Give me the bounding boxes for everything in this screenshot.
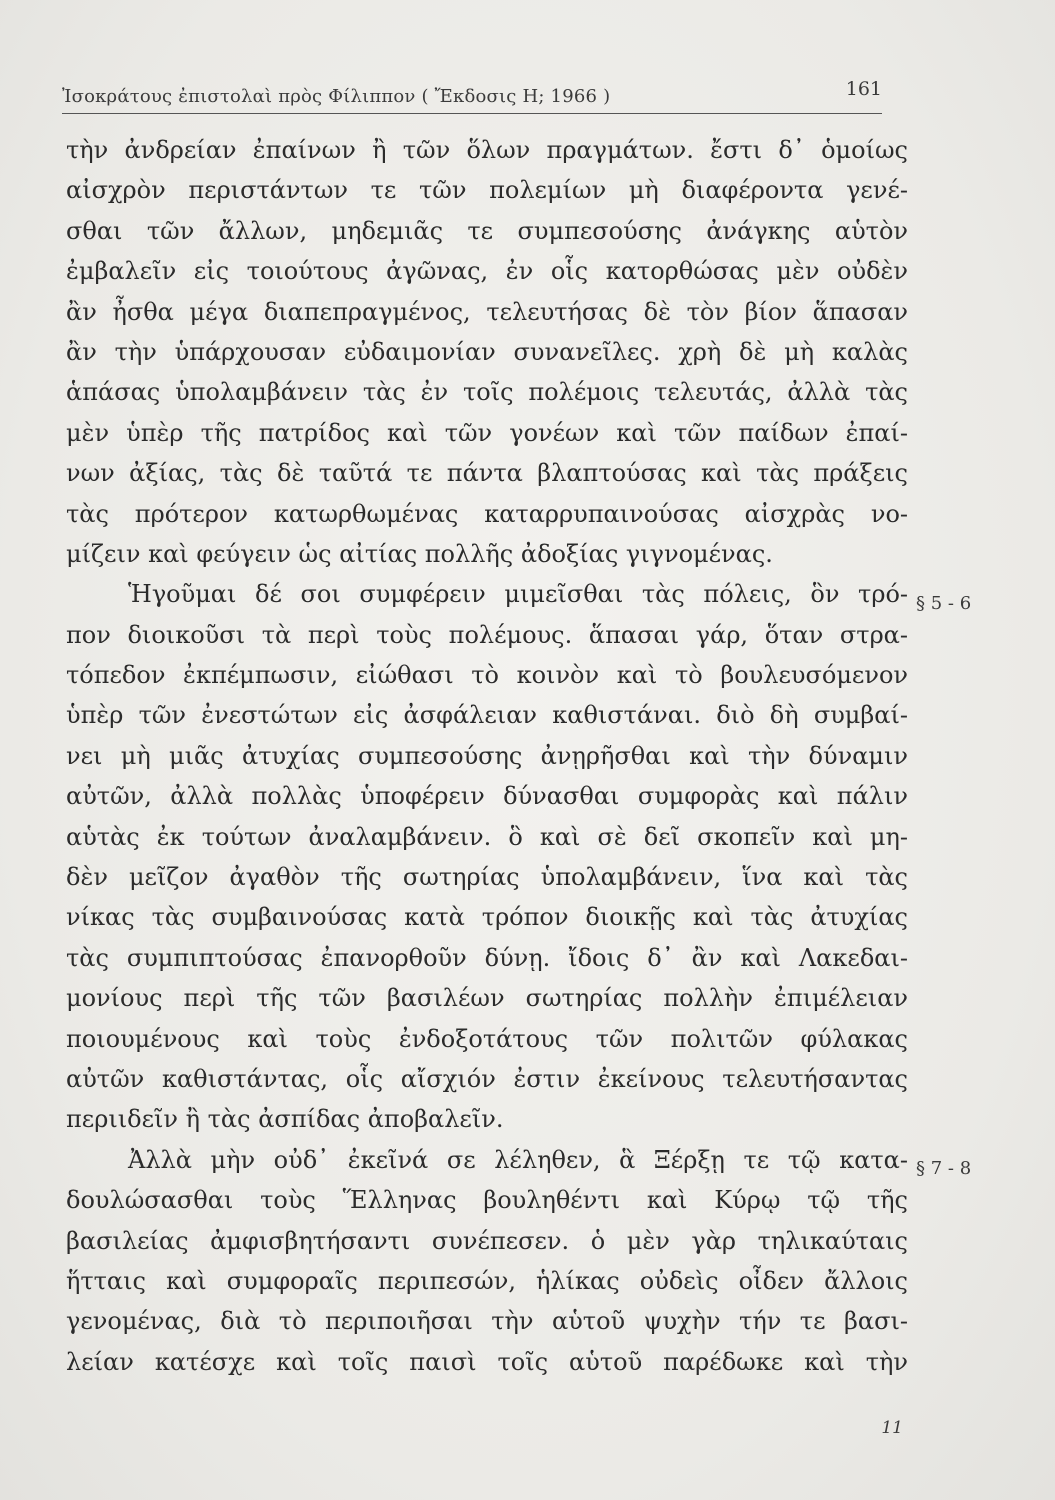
signature-mark: 11: [881, 1418, 903, 1438]
text-line: τόπεδον ἐκπέμπωσιν, εἰώθασι τὸ κοινὸν καὶ τὸ βουλευσόμενον: [66, 661, 908, 690]
text-line: τὰς συμπιπτούσας ἐπανορθοῦν δύνῃ. ἴδοις δ᾽ ἂν καὶ Λακεδαι-: [66, 943, 908, 972]
body-text: [66, 130, 908, 1382]
header-rule: [62, 113, 882, 114]
text-line: ὑπὲρ τῶν ἐνεστώτων εἰς ἀσφάλειαν καθιστάναι. διὸ δὴ συμβαί-: [66, 701, 908, 730]
text-line: μονίους περὶ τῆς τῶν βασιλέων σωτηρίας πολλὴν ἐπιμέλειαν: [66, 984, 908, 1013]
margin-section-note: § 7 - 8: [916, 1158, 972, 1179]
text-line: νων ἀξίας, τὰς δὲ ταῦτά τε πάντα βλαπτούσας καὶ τὰς πράξεις: [66, 459, 908, 488]
paragraph-start-line: Ἡγοῦμαι δέ σοι συμφέρειν μιμεῖσθαι τὰς πόλεις, ὃν τρό-: [128, 580, 908, 609]
text-line: αὑτὰς ἐκ τούτων ἀναλαμβάνειν. ὃ καὶ σὲ δεῖ σκοπεῖν καὶ μη-: [66, 822, 908, 851]
text-line: ἁπάσας ὑπολαμβάνειν τὰς ἐν τοῖς πολέμοις τελευτάς, ἀλλὰ τὰς: [66, 378, 908, 407]
text-line: δουλώσασθαι τοὺς Ἕλληνας βουληθέντι καὶ Κύρῳ τῷ τῆς: [66, 1186, 908, 1215]
running-header-title: Ἰσοκράτους ἐπιστολαὶ πρὸς Φίλιππον ( Ἔκδοσις Η; 1966 ): [62, 86, 611, 107]
paragraph-start-line: Ἀλλὰ μὴν οὐδ᾽ ἐκεῖνά σε λέληθεν, ἃ Ξέρξῃ τε τῷ κατα-: [128, 1145, 908, 1174]
text-line: λείαν κατέσχε καὶ τοῖς παισὶ τοῖς αὑτοῦ παρέδωκε καὶ τὴν: [66, 1347, 908, 1376]
text-line: μίζειν καὶ φεύγειν ὡς αἰτίας πολλῆς ἀδοξίας γιγνομένας.: [66, 539, 773, 568]
text-line: νει μὴ μιᾶς ἀτυχίας συμπεσούσης ἀνῃρῆσθαι καὶ τὴν δύναμιν: [66, 741, 908, 770]
text-line: πον διοικοῦσι τὰ περὶ τοὺς πολέμους. ἅπασαι γάρ, ὅταν στρα-: [66, 620, 908, 649]
text-line: μὲν ὑπὲρ τῆς πατρίδος καὶ τῶν γονέων καὶ τῶν παίδων ἐπαί-: [66, 418, 908, 447]
page-number: 161: [845, 78, 882, 100]
text-line: βασιλείας ἀμφισβητήσαντι συνέπεσεν. ὁ μὲν γὰρ τηλικαύταις: [66, 1226, 908, 1255]
text-line: ἂν τὴν ὑπάρχουσαν εὐδαιμονίαν συνανεῖλες. χρὴ δὲ μὴ καλὰς: [66, 337, 908, 366]
text-line: αὐτῶν καθιστάντας, οἷς αἴσχιόν ἐστιν ἐκείνους τελευτήσαντας: [66, 1064, 908, 1093]
text-line: δὲν μεῖζον ἀγαθὸν τῆς σωτηρίας ὑπολαμβάνειν, ἵνα καὶ τὰς: [66, 863, 908, 892]
text-line: νίκας τὰς συμβαινούσας κατὰ τρόπον διοικῇς καὶ τὰς ἀτυχίας: [66, 903, 908, 932]
text-line: γενομένας, διὰ τὸ περιποιῆσαι τὴν αὑτοῦ ψυχὴν τήν τε βασι-: [66, 1307, 908, 1336]
text-line: σθαι τῶν ἄλλων, μηδεμιᾶς τε συμπεσούσης ἀνάγκης αὑτὸν: [66, 216, 908, 245]
text-line: τὴν ἀνδρείαν ἐπαίνων ἢ τῶν ὅλων πραγμάτων. ἔστι δ᾽ ὁμοίως: [66, 136, 908, 164]
text-line: αἰσχρὸν περιστάντων τε τῶν πολεμίων μὴ διαφέροντα γενέ-: [66, 176, 908, 205]
text-line: ἐμβαλεῖν εἰς τοιούτους ἀγῶνας, ἐν οἷς κατορθώσας μὲν οὐδὲν: [66, 257, 908, 286]
margin-section-note: § 5 - 6: [916, 593, 972, 614]
text-line: περιιδεῖν ἢ τὰς ἀσπίδας ἀποβαλεῖν.: [66, 1105, 504, 1134]
text-line: τὰς πρότερον κατωρθωμένας καταρρυπαινούσας αἰσχρὰς νο-: [66, 499, 908, 528]
text-line: ποιουμένους καὶ τοὺς ἐνδοξοτάτους τῶν πολιτῶν φύλακας: [66, 1024, 908, 1053]
text-line: αὐτῶν, ἀλλὰ πολλὰς ὑποφέρειν δύνασθαι συμφορὰς καὶ πάλιν: [66, 782, 908, 811]
text-line: ἥτταις καὶ συμφοραῖς περιπεσών, ἡλίκας οὐδεὶς οἶδεν ἄλλοις: [66, 1266, 908, 1295]
running-header: [62, 78, 882, 112]
text-line: ἂν ἦσθα μέγα διαπεπραγμένος, τελευτήσας δὲ τὸν βίον ἅπασαν: [66, 297, 908, 326]
